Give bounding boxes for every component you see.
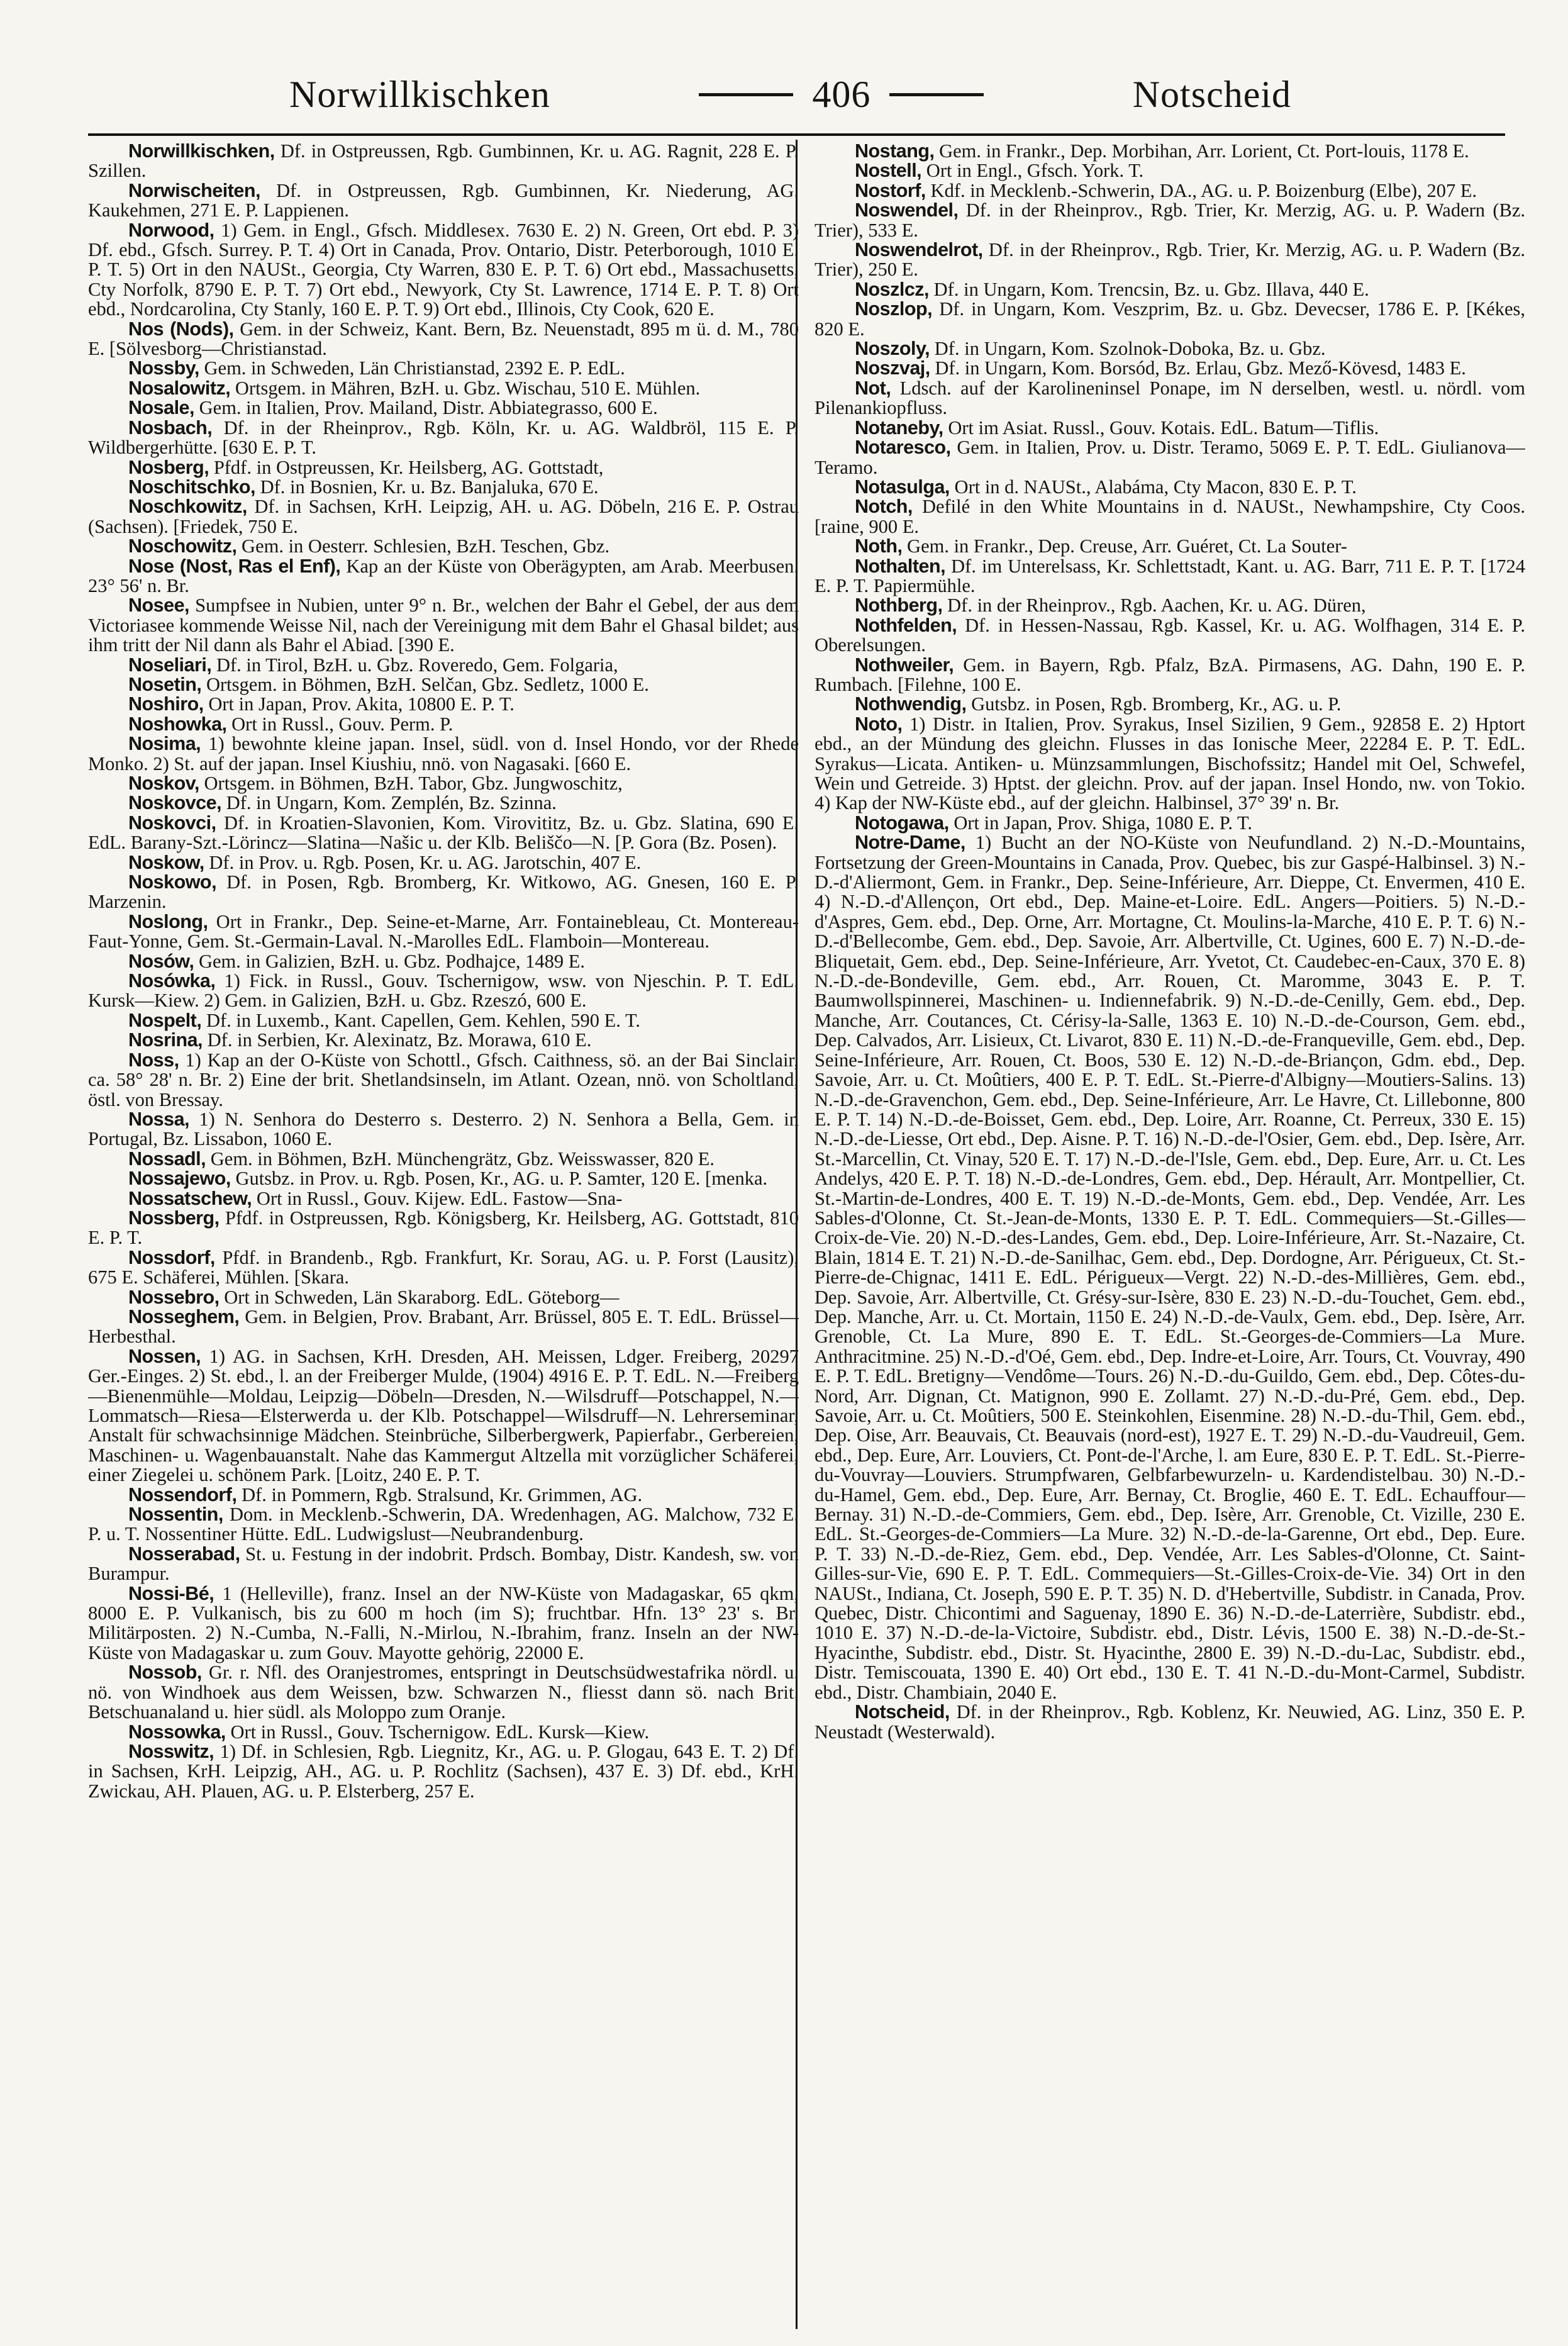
entry-headword: Nossentin, bbox=[128, 1504, 223, 1526]
dictionary-entry bbox=[88, 1307, 799, 1347]
dictionary-entry bbox=[815, 833, 1525, 1702]
entry-headword: Noskowo, bbox=[128, 871, 217, 893]
dictionary-entry bbox=[815, 596, 1525, 615]
dictionary-entry bbox=[815, 280, 1525, 299]
dictionary-entry bbox=[815, 478, 1525, 497]
dictionary-entry bbox=[88, 1031, 799, 1050]
entry-headword: Nossa, bbox=[128, 1108, 190, 1130]
dictionary-entry bbox=[815, 656, 1525, 695]
entry-text: Gem. in Galizien, BzH. u. Gbz. Podhajce, 1489 E. bbox=[194, 950, 586, 972]
entry-text: Ort in Schweden, Län Skaraborg. EdL. Göteborg— bbox=[219, 1286, 620, 1308]
dictionary-entry bbox=[88, 557, 799, 596]
entry-headword: Nostorf, bbox=[855, 179, 926, 201]
entry-text: Gem. in Bayern, Rgb. Pfalz, BzA. Pirmasens, AG. Dahn, 190 E. P. Rumbach. [Filehne, 100 E. bbox=[815, 654, 1525, 695]
entry-headword: Noth, bbox=[855, 535, 903, 557]
entry-headword: Notre-Dame, bbox=[855, 832, 965, 854]
dictionary-entry bbox=[88, 418, 799, 458]
dictionary-entry bbox=[88, 656, 799, 675]
entry-headword: Notch, bbox=[855, 496, 913, 518]
entry-headword: Nosswitz, bbox=[128, 1740, 214, 1762]
entry-headword: Nossatschew, bbox=[128, 1187, 252, 1209]
header-right-word: Notscheid bbox=[1132, 73, 1291, 115]
dictionary-entry bbox=[88, 1584, 799, 1663]
dictionary-entry bbox=[88, 695, 799, 714]
dictionary-entry bbox=[88, 497, 799, 537]
entry-headword: Nossberg, bbox=[128, 1207, 220, 1229]
dictionary-entry bbox=[88, 952, 799, 971]
dictionary-entry bbox=[88, 359, 799, 378]
entry-text: Pfdf. in Brandenb., Rgb. Frankfurt, Kr. Sorau, AG. u. P. Forst (Lausitz), 675 E. Schäferei, Mühlen. [Skara. bbox=[88, 1246, 799, 1288]
dictionary-entry bbox=[815, 616, 1525, 656]
entry-headword: Norwood, bbox=[128, 219, 214, 241]
entry-text: Gr. r. Nfl. des Oranjestromes, entspringt in Deutschsüdwestafrika nördl. u. nö. von Windhoek aus dem Weissen, bzw. Schwarzen N., fliesst dann sö. nach Brit. Betschuanaland u. hier südl. als Moloppo zum Oranje. bbox=[88, 1662, 799, 1723]
entry-headword: Nossajewo, bbox=[128, 1168, 231, 1190]
entry-headword: Noschowitz, bbox=[128, 535, 237, 557]
entry-text: Ort in Frankr., Dep. Seine-et-Marne, Arr. Fontainebleau, Ct. Montereau-Faut-Yonne, Gem. St.-Germain-Laval. N.-Marolles EdL. Flamboin—Montereau. bbox=[88, 910, 799, 952]
entry-text: Gem. in Frankr., Dep. Creuse, Arr. Guéret, Ct. La Souter- bbox=[902, 535, 1347, 557]
dictionary-entry bbox=[815, 359, 1525, 378]
dictionary-entry bbox=[88, 398, 799, 418]
dictionary-entry bbox=[815, 557, 1525, 596]
dictionary-entry bbox=[88, 1723, 799, 1742]
entry-text: 1) Bucht an der NO-Küste von Neufundland. 2) N.-D.-Mountains, Fortsetzung der Green-Mountains in Canada, Prov. Quebec, bis zur Gaspé-Halbinsel. 3) N.-D.-d'Aliermont, Gem. in Frankr., Dep. Seine-Inférieure, Arr. Dieppe, Ct. Envermen, 410 E. 4) N.-D.-d'Allençon, Ort ebd., Dep. Maine-et-Loire. EdL. Angers—Poitiers. 5) N.-D.-d'Aspres, Gem. ebd., Dep. Orne, Arr. Mortagne, Ct. Moulins-la-Marche, 410 E. P. T. 6) N.-D.-d'Bellecombe, Gem. ebd., Dep. Savoie, Arr. Albertville, Ct. Ugines, 600 E. 7) N.-D.-de-Bliquetait, Gem. ebd., Dep. Seine-Inférieure, Arr. Yvetot, Ct. Caudebec-en-Caux, 370 E. 8) N.-D.-de-Bondeville, Gem. ebd., Arr. Rouen, Ct. Maromme, 3043 E. P. T. Baumwollspinnerei, Maschinen- u. Indiennefabrik. 9) N.-D.-de-Cenilly, Gem. ebd., Dep. Manche, Arr. Coutances, Ct. Cérisy-la-Salle, 1363 E. 10) N.-D.-de-Courson, Gem. ebd., Dep. Calvados, Arr. Lisieux, Ct. Livarot, 830 E. 11) N.-D.-de-Franqueville, Gem. ebd., Dep. Seine-Inférieure, Arr. Rouen, Ct. Boos, 530 E. 12) N.-D.-de-Briançon, Gdm. ebd., Dep. Savoie, Arr. u. Ct. Moûtiers, 400 E. P. T. EdL. St.-Pierre-d'Albigny—Moutiers-Salins. 13) N.-D.-de-Gravenchon, Gem. ebd., Dep. Seine-Inférieure, Arr. Le Havre, Ct. Lillebonne, 800 E. P. T. 14) N.-D.-de-Boisset, Gem. ebd., Dep. Loire, Arr. Roanne, Ct. Perreux, 330 E. 15) N.-D.-de-Liesse, Ort ebd., Dep. Aisne. P. T. 16) N.-D.-de-l'Osier, Gem. ebd., Dep. Isère, Arr. St.-Marcellin, Ct. Vinay, 520 E. T. 17) N.-D.-de-l'Isle, Gem. ebd., Dep. Eure, Arr. u. Ct. Les Andelys, 420 E. P. T. 18) N.-D.-de-Londres, Gem. ebd., Dep. Hérault, Arr. Montpellier, Ct. St.-Martin-de-Londres, 400 E. T. 19) N.-D.-de-Monts, Gem. ebd., Dep. Vendée, Arr. Les Sables-d'Olonne, Ct. St.-Jean-de-Monts, 1330 E. P. T. EdL. Commequiers—St.-Gilles—Croix-de-Vie. 20) N.-D.-des-Landes, Gem. ebd., Dep. Loire-Inférieure, Arr. St.-Nazaire, Ct. Blain, 1814 E. T. 21) N.-D.-de-Sanilhac, Gem. ebd., Dep. Dordogne, Arr. Périgueux, Ct. St.-Pierre-de-Chignac, 1411 E. EdL. Périgueux—Vergt. 22) N.-D.-des-Millières, Gem. ebd., Dep. Savoie, Arr. Albertville, Ct. Grésy-sur-Isère, 830 E. 23) N.-D.-du-Touchet, Gem. ebd., Dep. Manche, Arr. u. Ct. Mortain, 1150 E. 24) N.-D.-de-Vaulx, Gem. ebd., Dep. Isère, Arr. Grenoble, Ct. La Mure, 890 E. T. EdL. St.-Georges-de-Commiers—La Mure. Anthracitmine. 25) N.-D.-d'Oé, Gem. ebd., Dep. Indre-et-Loire, Arr. Tours, Ct. Vouvray, 490 E. P. T. EdL. Bretigny—Vendôme—Tours. 26) N.-D.-du-Guildo, Gem. ebd., Dep. Côtes-du-Nord, Arr. Dignan, Ct. Matignon, 990 E. Zollamt. 27) N.-D.-du-Pré, Gem. ebd., Dep. Savoie, Arr. u. Ct. Moûtiers, 500 E. Steinkohlen, Eisenmine. 28) N.-D.-du-Thil, Gem. ebd., Dep. Oise, Arr. Beauvais, Ct. Beauvais (nord-est), 1927 E. T. 29) N.-D.-du-Vaudreuil, Gem. ebd., Dep. Eure, Arr. Louviers, Ct. Pont-de-l'Arche, l. am Eure, 830 E. P. T. EdL. St.-Pierre-du-Vouvray—Louviers. Strumpfwaren, Gelbfarbewurzeln- u. Kardendistelbau. 30) N.-D.-du-Hamel, Gem. ebd., Dep. Eure, Arr. Bernay, Ct. Broglie, 460 E. T. EdL. Echauffour—Bernay. 31) N.-D.-de-Commiers, Gem. ebd., Dep. Isère, Arr. Grenoble, Ct. Vizille, 230 E. EdL. St.-Georges-de-Commiers—La Mure. 32) N.-D.-de-la-Garenne, Ort ebd., Dep. Eure. P. T. 33) N.-D.-de-Riez, Gem. ebd., Dep. Vendée, Arr. Les Sables-d'Olonne, Ct. Saint-Gilles-sur-Vie, 690 E. P. T. EdL. Commequiers—St.-Gilles-Croix-de-Vie. 34) Ort in den NAUSt., Indiana, Ct. Joseph, 590 E. P. T. 35) N. D. d'Hebertville, Subdistr. in Canada, Prov. Quebec, Distr. Chicontimi and Saguenay, 1890 E. 36) N.-D.-de-Laterrière, Subdistr. ebd., 1010 E. 37) N.-D.-de-la-Victoire, Subdistr. ebd., Distr. Lévis, 1500 E. 38) N.-D.-de-St.-Hyacinthe, Subdistr. ebd., Distr. St. Hyacinthe, 2800 E. 39) N.-D.-du-Lac, Subdistr. ebd., Distr. Temiscouata, 1390 E. 40) Ort ebd., 130 E. T. 41 N.-D.-du-Mont-Carmel, Subdistr. ebd., Distr. Chambiain, 2040 E. bbox=[815, 832, 1525, 1703]
entry-text: 1) bewohnte kleine japan. Insel, südl. von d. Insel Hondo, vor der Rhede Monko. 2) St. auf der japan. Insel Kiushiu, nnö. von Nagasaki. [660 E. bbox=[88, 733, 799, 774]
entry-text: 1 (Helleville), franz. Insel an der NW-Küste von Madagaskar, 65 qkm, 8000 E. P. Vulkanisch, bis zu 600 m hoch (im S); fruchtbar. Hfn. 13° 23' s. Br. Militärposten. 2) N.-Cumba, N.-Falli, N.-Mirlou, N.-Ibrahim, franz. Inseln an der NW-Küste von Madagaskar u. zum Gouv. Mayotte gehörig, 22000 E. bbox=[88, 1582, 799, 1663]
entry-text: Gem. in Italien, Prov. u. Distr. Teramo, 5069 E. P. T. EdL. Giulianova—Teramo. bbox=[815, 437, 1525, 478]
entry-headword: Nose (Nost, Ras el Enf), bbox=[128, 555, 341, 577]
entry-text: Pfdf. in Ostpreussen, Kr. Heilsberg, AG. Gottstadt, bbox=[209, 456, 604, 478]
dictionary-entry bbox=[88, 181, 799, 221]
header-dash-left bbox=[699, 93, 793, 96]
entry-headword: Noskow, bbox=[128, 851, 204, 873]
dictionary-entry bbox=[88, 1149, 799, 1169]
dictionary-entry bbox=[88, 221, 799, 320]
header-dash-right bbox=[889, 93, 984, 96]
entry-headword: Nosee, bbox=[128, 595, 190, 617]
dictionary-entry bbox=[815, 181, 1525, 201]
entry-text: Ortsgem. in Böhmen, BzH. Tabor, Gbz. Jungwoschitz, bbox=[199, 773, 623, 794]
entry-text: Ort in Japan, Prov. Shiga, 1080 E. P. T. bbox=[948, 812, 1253, 834]
entry-headword: Nosima, bbox=[128, 733, 201, 755]
entry-text: Df. in Serbien, Kr. Alexinatz, Bz. Morawa, 610 E. bbox=[203, 1029, 592, 1051]
entry-text: Df. in Bosnien, Kr. u. Bz. Banjaluka, 670 E. bbox=[255, 476, 599, 498]
dictionary-entry bbox=[88, 142, 799, 181]
entry-headword: Nossendorf, bbox=[128, 1483, 237, 1505]
dictionary-entry bbox=[88, 715, 799, 734]
entry-text: Df. in Sachsen, KrH. Leipzig, AH. u. AG. Döbeln, 216 E. P. Ostrau (Sachsen). [Friedek, 750 E. bbox=[88, 496, 799, 537]
dictionary-entry bbox=[88, 1011, 799, 1031]
entry-text: Df. in Ungarn, Kom. Trencsin, Bz. u. Gbz. Illava, 440 E. bbox=[929, 278, 1369, 300]
entry-text: Df. in Ungarn, Kom. Veszprim, Bz. u. Gbz. Devecser, 1786 E. P. [Kékes, 820 E. bbox=[815, 298, 1525, 340]
entry-headword: Notogawa, bbox=[855, 812, 949, 834]
dictionary-entry bbox=[88, 1544, 799, 1584]
entry-text: Gem. in der Schweiz, Kant. Bern, Bz. Neuenstadt, 895 m ü. d. M., 780 E. [Sölvesborg—Christianstad. bbox=[88, 318, 799, 360]
dictionary-entry bbox=[88, 1051, 799, 1110]
entry-headword: Notasulga, bbox=[855, 476, 950, 498]
entry-text: 1) Df. in Schlesien, Rgb. Liegnitz, Kr., AG. u. P. Glogau, 643 E. T. 2) Df. in Sachsen, KrH. Leipzig, AH., AG. u. P. Rochlitz (Sachsen), 437 E. 3) Df. ebd., KrH. Zwickau, AH. Plauen, AG. u. P. Elsterberg, 257 E. bbox=[88, 1740, 799, 1802]
entry-headword: Nosetin, bbox=[128, 673, 202, 695]
entry-text: Df. in Ostpreussen, Rgb. Gumbinnen, Kr. u. AG. Ragnit, 228 E. P. Szillen. bbox=[88, 142, 799, 182]
entry-text: Ortsgem. in Mähren, BzH. u. Gbz. Wischau, 510 E. Mühlen. bbox=[230, 377, 701, 399]
right-column bbox=[815, 142, 1525, 2325]
entry-text: Df. in Tirol, BzH. u. Gbz. Roveredo, Gem. Folgaria, bbox=[211, 654, 618, 676]
entry-headword: Noszoly, bbox=[855, 338, 930, 360]
entry-text: Df. in Posen, Rgb. Bromberg, Kr. Witkowo, AG. Gnesen, 160 E. P. Marzenin. bbox=[88, 871, 799, 913]
dictionary-entry bbox=[815, 497, 1525, 537]
entry-headword: Nossebro, bbox=[128, 1286, 220, 1308]
dictionary-entry bbox=[815, 201, 1525, 240]
dictionary-entry bbox=[88, 379, 799, 398]
dictionary-entry bbox=[88, 1505, 799, 1544]
entry-headword: Noszlcz, bbox=[855, 278, 930, 300]
entry-headword: Nos (Nods), bbox=[128, 318, 234, 340]
entry-headword: Nosówka, bbox=[128, 970, 216, 992]
page-number: 406 bbox=[812, 73, 871, 115]
dictionary-entry bbox=[815, 715, 1525, 813]
entry-text: Defilé in den White Mountains in d. NAUSt., Newhampshire, Cty Coos. [raine, 900 E. bbox=[815, 496, 1525, 537]
entry-text: St. u. Festung in der indobrit. Prdsch. Bombay, Distr. Kandesh, sw. von Burampur. bbox=[88, 1543, 799, 1585]
dictionary-entry bbox=[88, 734, 799, 774]
entry-headword: Noshowka, bbox=[128, 713, 227, 735]
entry-headword: Nothfelden, bbox=[855, 614, 957, 636]
entry-text: Df. in Hessen-Nassau, Rgb. Kassel, Kr. u. AG. Wolfhagen, 314 E. P. Oberelsungen. bbox=[815, 614, 1525, 656]
dictionary-entry bbox=[88, 675, 799, 695]
entry-text: Ort in Russl., Gouv. Kijew. EdL. Fastow—Sna- bbox=[252, 1187, 623, 1209]
entry-text: Gem. in Böhmen, BzH. Münchengrätz, Gbz. Weisswasser, 820 E. bbox=[206, 1148, 715, 1170]
entry-text: Df. in der Rheinprov., Rgb. Aachen, Kr. u. AG. Düren, bbox=[942, 595, 1366, 617]
entry-text: Gem. in Frankr., Dep. Morbihan, Arr. Lorient, Ct. Port-louis, 1178 E. bbox=[934, 142, 1469, 162]
dictionary-entry bbox=[815, 537, 1525, 556]
entry-headword: Nosrina, bbox=[128, 1029, 203, 1051]
dictionary-entry bbox=[815, 240, 1525, 280]
entry-text: Pfdf. in Ostpreussen, Rgb. Königsberg, Kr. Heilsberg, AG. Gottstadt, 810 E. P. T. bbox=[88, 1207, 799, 1249]
entry-headword: Notscheid, bbox=[855, 1701, 950, 1723]
dictionary-entry bbox=[88, 813, 799, 853]
entry-text: Df. in der Rheinprov., Rgb. Trier, Kr. Merzig, AG. u. P. Wadern (Bz. Trier), 250 E. bbox=[815, 239, 1525, 281]
entry-text: Dom. in Mecklenb.-Schwerin, DA. Wredenhagen, AG. Malchow, 732 E. P. u. T. Nossentiner Hütte. EdL. Ludwigslust—Neubrandenburg. bbox=[88, 1504, 799, 1545]
entry-text: Df. in der Rheinprov., Rgb. Trier, Kr. Merzig, AG. u. P. Wadern (Bz. Trier), 533 E. bbox=[815, 199, 1525, 241]
entry-headword: Not, bbox=[855, 377, 891, 399]
entry-text: Gem. in Belgien, Prov. Brabant, Arr. Brüssel, 805 E. T. EdL. Brüssel—Herbesthal. bbox=[88, 1305, 799, 1348]
entry-headword: Nostell, bbox=[855, 160, 922, 182]
entry-text: Sumpfsee in Nubien, unter 9° n. Br., welchen der Bahr el Gebel, der aus dem Victoriasee kommende Weisse Nil, nach der Vereinigung mit dem Bahr el Ghasal bildet; aus ihm tritt der Nil dann als Bahr el Abiad. [390 E. bbox=[88, 595, 799, 656]
entry-headword: Nospelt, bbox=[128, 1009, 202, 1031]
entry-headword: Noto, bbox=[855, 713, 903, 735]
entry-headword: Noskovci, bbox=[128, 812, 216, 834]
entry-headword: Noskovce, bbox=[128, 792, 222, 814]
dictionary-entry bbox=[88, 1209, 799, 1248]
dictionary-entry bbox=[88, 478, 799, 497]
entry-headword: Noschitschko, bbox=[128, 476, 255, 498]
entry-text: Df. in Ungarn, Kom. Borsód, Bz. Erlau, Gbz. Mező-Kövesd, 1483 E. bbox=[930, 357, 1466, 379]
dictionary-entry bbox=[88, 774, 799, 793]
dictionary-entry bbox=[88, 1189, 799, 1209]
dictionary-entry bbox=[815, 813, 1525, 833]
entry-headword: Noschkowitz, bbox=[128, 496, 247, 518]
dictionary-entry bbox=[815, 379, 1525, 418]
entry-text: Ldsch. auf der Karolineninsel Ponape, im N derselben, westl. u. nördl. vom Pilenankiopfluss. bbox=[815, 377, 1525, 419]
entry-text: 1) N. Senhora do Desterro s. Desterro. 2) N. Senhora a Bella, Gem. in Portugal, Bz. Lissabon, 1060 E. bbox=[88, 1108, 799, 1150]
header-left-word: Norwillkischken bbox=[289, 73, 550, 115]
dictionary-entry bbox=[815, 695, 1525, 714]
entry-text: Ort in Russl., Gouv. Tschernigow. EdL. Kursk—Kiew. bbox=[225, 1721, 650, 1743]
dictionary-entry bbox=[88, 1248, 799, 1288]
entry-text: Ortsgem. in Böhmen, BzH. Selčan, Gbz. Sedletz, 1000 E. bbox=[201, 673, 649, 695]
entry-headword: Nossob, bbox=[128, 1662, 202, 1684]
entry-headword: Nossdorf, bbox=[128, 1246, 215, 1268]
header-rule bbox=[88, 133, 1505, 136]
entry-text: Df. in Ostpreussen, Rgb. Gumbinnen, Kr. Niederung, AG. Kaukehmen, 271 E. P. Lappienen. bbox=[88, 179, 799, 221]
entry-headword: Noswendel, bbox=[855, 199, 959, 221]
entry-text: Df. in Kroatien-Slavonien, Kom. Virovititz, Bz. u. Gbz. Slatina, 690 E. EdL. Barany-Szt.-Lörincz—Slatina—Našic u. der Klb. Beliščo—N. [P. Gora (Bz. Posen). bbox=[88, 812, 799, 854]
dictionary-entry bbox=[88, 793, 799, 813]
dictionary-entry bbox=[815, 142, 1525, 161]
entry-text: 1) Kap an der O-Küste von Schottl., Gfsch. Caithness, sö. an der Bai Sinclair, ca. 58° 28' n. Br. 2) Eine der brit. Shetlandsinseln, im Atlant. Ozean, nnö. von Scholtland, östl. von Bressay. bbox=[88, 1049, 799, 1110]
entry-text: Gutsbz. in Posen, Rgb. Bromberg, Kr., AG. u. P. bbox=[966, 693, 1342, 715]
dictionary-entry bbox=[815, 339, 1525, 359]
entry-headword: Notaneby, bbox=[855, 416, 943, 438]
column-divider bbox=[796, 140, 798, 2329]
entry-text: 1) AG. in Sachsen, KrH. Dresden, AH. Meissen, Ldger. Freiberg, 20297 Ger.-Einges. 2) St. ebd., l. an der Freiberger Mulde, (1904) 4916 E. P. T. EdL. N.—Freiberg—Bienenmühle—Moldau, Leipzig—Döbeln—Dresden, N.—Wilsdruff—Potschappel, N.—Lommatsch—Riesa—Elsterwerda u. der Klb. Potschappel—Wilsdruff—N. Lehrerseminar, Anstalt für schwachsinnige Mädchen. Steinbrüche, Silberbergwerk, Papierfabr., Gerbereien, Maschinen- u. Wagenbauanstalt. Nahe das Kammergut Altzella mit vorzüglicher Schäferei, einer Ziegelei u. schönem Park. [Loitz, 240 E. P. T. bbox=[88, 1345, 799, 1486]
entry-text: Ort in Russl., Gouv. Perm. P. bbox=[226, 713, 453, 735]
running-header bbox=[289, 60, 1291, 129]
entry-text: Gem. in Oesterr. Schlesien, BzH. Teschen, Gbz. bbox=[236, 535, 610, 557]
dictionary-entry bbox=[88, 1169, 799, 1188]
dictionary-entry bbox=[88, 458, 799, 478]
dictionary-entry bbox=[88, 1347, 799, 1485]
dictionary-entry bbox=[88, 1485, 799, 1505]
entry-text: 1) Gem. in Engl., Gfsch. Middlesex. 7630 E. 2) N. Green, Ort ebd. P. 3) Df. ebd., Gfsch. Surrey. P. T. 4) Ort in Canada, Prov. Ontario, Distr. Peterborough, 1010 E. P. T. 5) Ort in den NAUSt., Georgia, Cty Warren, 830 E. P. T. 6) Ort ebd., Massachusetts, Cty Norfolk, 8790 E. P. T. 7) Ort ebd., Newyork, Cty St. Lawrence, 1714 E. P. T. 8) Ort ebd., Nordcarolina, Cty Stanly, 160 E. P. T. 9) Ort ebd., Illinois, Cty Cook, 620 E. bbox=[88, 219, 799, 320]
entry-headword: Noseliari, bbox=[128, 654, 212, 676]
entry-text: Ort in Engl., Gfsch. York. T. bbox=[921, 160, 1144, 182]
entry-headword: Noszlop, bbox=[855, 298, 933, 320]
entry-text: Gem. in Italien, Prov. Mailand, Distr. Abbiategrasso, 600 E. bbox=[194, 397, 658, 419]
entry-headword: Noss, bbox=[128, 1049, 179, 1071]
dictionary-entry bbox=[88, 320, 799, 359]
dictionary-entry bbox=[815, 438, 1525, 478]
entry-headword: Nothalten, bbox=[855, 555, 946, 577]
entry-headword: Notaresco, bbox=[855, 437, 951, 459]
dictionary-entry bbox=[815, 418, 1525, 438]
entry-headword: Norwischeiten, bbox=[128, 179, 260, 201]
entry-headword: Nossen, bbox=[128, 1345, 201, 1367]
entry-headword: Nossi-Bé, bbox=[128, 1582, 214, 1604]
entry-headword: Nothwendig, bbox=[855, 693, 967, 715]
entry-headword: Nosberg, bbox=[128, 456, 209, 478]
entry-text: Ort in d. NAUSt., Alabáma, Cty Macon, 830 E. P. T. bbox=[949, 476, 1357, 498]
dictionary-entry bbox=[88, 1742, 799, 1801]
entry-headword: Nosów, bbox=[128, 950, 194, 972]
dictionary-entry bbox=[88, 537, 799, 556]
entry-text: Df. in Ungarn, Kom. Zemplén, Bz. Szinna. bbox=[221, 792, 557, 814]
entry-headword: Nothberg, bbox=[855, 595, 943, 617]
header-center bbox=[680, 73, 1003, 116]
entry-headword: Nosale, bbox=[128, 397, 194, 419]
dictionary-entry bbox=[88, 971, 799, 1011]
entry-headword: Nossby, bbox=[128, 357, 199, 379]
entry-headword: Nossadl, bbox=[128, 1148, 206, 1170]
entry-headword: Noszvaj, bbox=[855, 357, 930, 379]
entry-text: Df. in Prov. u. Rgb. Posen, Kr. u. AG. Jarotschin, 407 E. bbox=[204, 851, 642, 873]
dictionary-entry bbox=[88, 1110, 799, 1149]
left-column bbox=[88, 142, 799, 2325]
entry-text: Df. in der Rheinprov., Rgb. Köln, Kr. u. AG. Waldbröl, 115 E. P. Wildbergerhütte. [630 E. P. T. bbox=[88, 416, 799, 459]
entry-headword: Nothweiler, bbox=[855, 654, 954, 676]
entry-headword: Noshiro, bbox=[128, 693, 204, 715]
entry-headword: Noskov, bbox=[128, 773, 199, 794]
entry-headword: Nossowka, bbox=[128, 1721, 226, 1743]
entry-text: Ort im Asiat. Russl., Gouv. Kotais. EdL. Batum—Tiflis. bbox=[943, 416, 1379, 438]
entry-headword: Norwillkischken, bbox=[128, 142, 275, 162]
dictionary-entry bbox=[88, 912, 799, 952]
dictionary-entry bbox=[88, 1288, 799, 1307]
entry-text: Df. in der Rheinprov., Rgb. Koblenz, Kr. Neuwied, AG. Linz, 350 E. P. Neustadt (Westerwald). bbox=[815, 1701, 1525, 1743]
entry-text: Kap an der Küste von Oberägypten, am Arab. Meerbusen. 23° 56' n. Br. bbox=[88, 555, 799, 596]
dictionary-entry bbox=[88, 873, 799, 912]
entry-text: Df. in Pommern, Rgb. Stralsund, Kr. Grimmen, AG. bbox=[236, 1483, 643, 1505]
entry-headword: Noswendelrot, bbox=[855, 239, 983, 261]
entry-headword: Nosalowitz, bbox=[128, 377, 231, 399]
dictionary-entry bbox=[88, 1663, 799, 1722]
entry-text: Df. in Ungarn, Kom. Szolnok-Doboka, Bz. u. Gbz. bbox=[930, 338, 1326, 360]
entry-text: Ort in Japan, Prov. Akita, 10800 E. P. T. bbox=[203, 693, 514, 715]
entry-text: 1) Distr. in Italien, Prov. Syrakus, Insel Sizilien, 9 Gem., 92858 E. 2) Hptort ebd., an der Mündung des gleichn. Flusses in das Ionische Meer, 22284 E. P. T. EdL. Syrakus—Licata. Antiken- u. Münzsammlungen, Bischofssitz; Handel mit Oel, Schwefel, Wein und Getreide. 3) Hptst. der gleichn. Prov. auf der japan. Insel Hondo, nw. von Tokio. 4) Kap der NW-Küste ebd., auf der gleichn. Halbinsel, 37° 39' n. Br. bbox=[815, 713, 1525, 814]
entry-text: Df. im Unterelsass, Kr. Schlettstadt, Kant. u. AG. Barr, 711 E. P. T. [1724 E. P. T. Papiermühle. bbox=[815, 555, 1525, 596]
dictionary-entry bbox=[815, 1702, 1525, 1742]
dictionary-entry bbox=[88, 596, 799, 655]
dictionary-entry bbox=[88, 853, 799, 873]
entry-text: Gem. in Schweden, Län Christianstad, 2392 E. P. EdL. bbox=[199, 357, 625, 379]
entry-text: Kdf. in Mecklenb.-Schwerin, DA., AG. u. P. Boizenburg (Elbe), 207 E. bbox=[925, 179, 1477, 201]
entry-text: 1) Fick. in Russl., Gouv. Tschernigow, wsw. von Njeschin. P. T. EdL. Kursk—Kiew. 2) Gem. in Galizien, BzH. u. Gbz. Rzeszó, 600 E. bbox=[88, 970, 799, 1012]
entry-text: Df. in Luxemb., Kant. Capellen, Gem. Kehlen, 590 E. T. bbox=[201, 1009, 641, 1031]
dictionary-entry bbox=[815, 299, 1525, 339]
entry-headword: Nostang, bbox=[855, 142, 935, 162]
entry-headword: Noslong, bbox=[128, 910, 208, 932]
entry-text: Gutsbz. in Prov. u. Rgb. Posen, Kr., AG. u. P. Samter, 120 E. [menka. bbox=[230, 1168, 768, 1190]
dictionary-entry bbox=[815, 161, 1525, 181]
entry-headword: Nosserabad, bbox=[128, 1543, 240, 1565]
entry-headword: Nosbach, bbox=[128, 416, 213, 438]
entry-headword: Nosseghem, bbox=[128, 1305, 240, 1327]
